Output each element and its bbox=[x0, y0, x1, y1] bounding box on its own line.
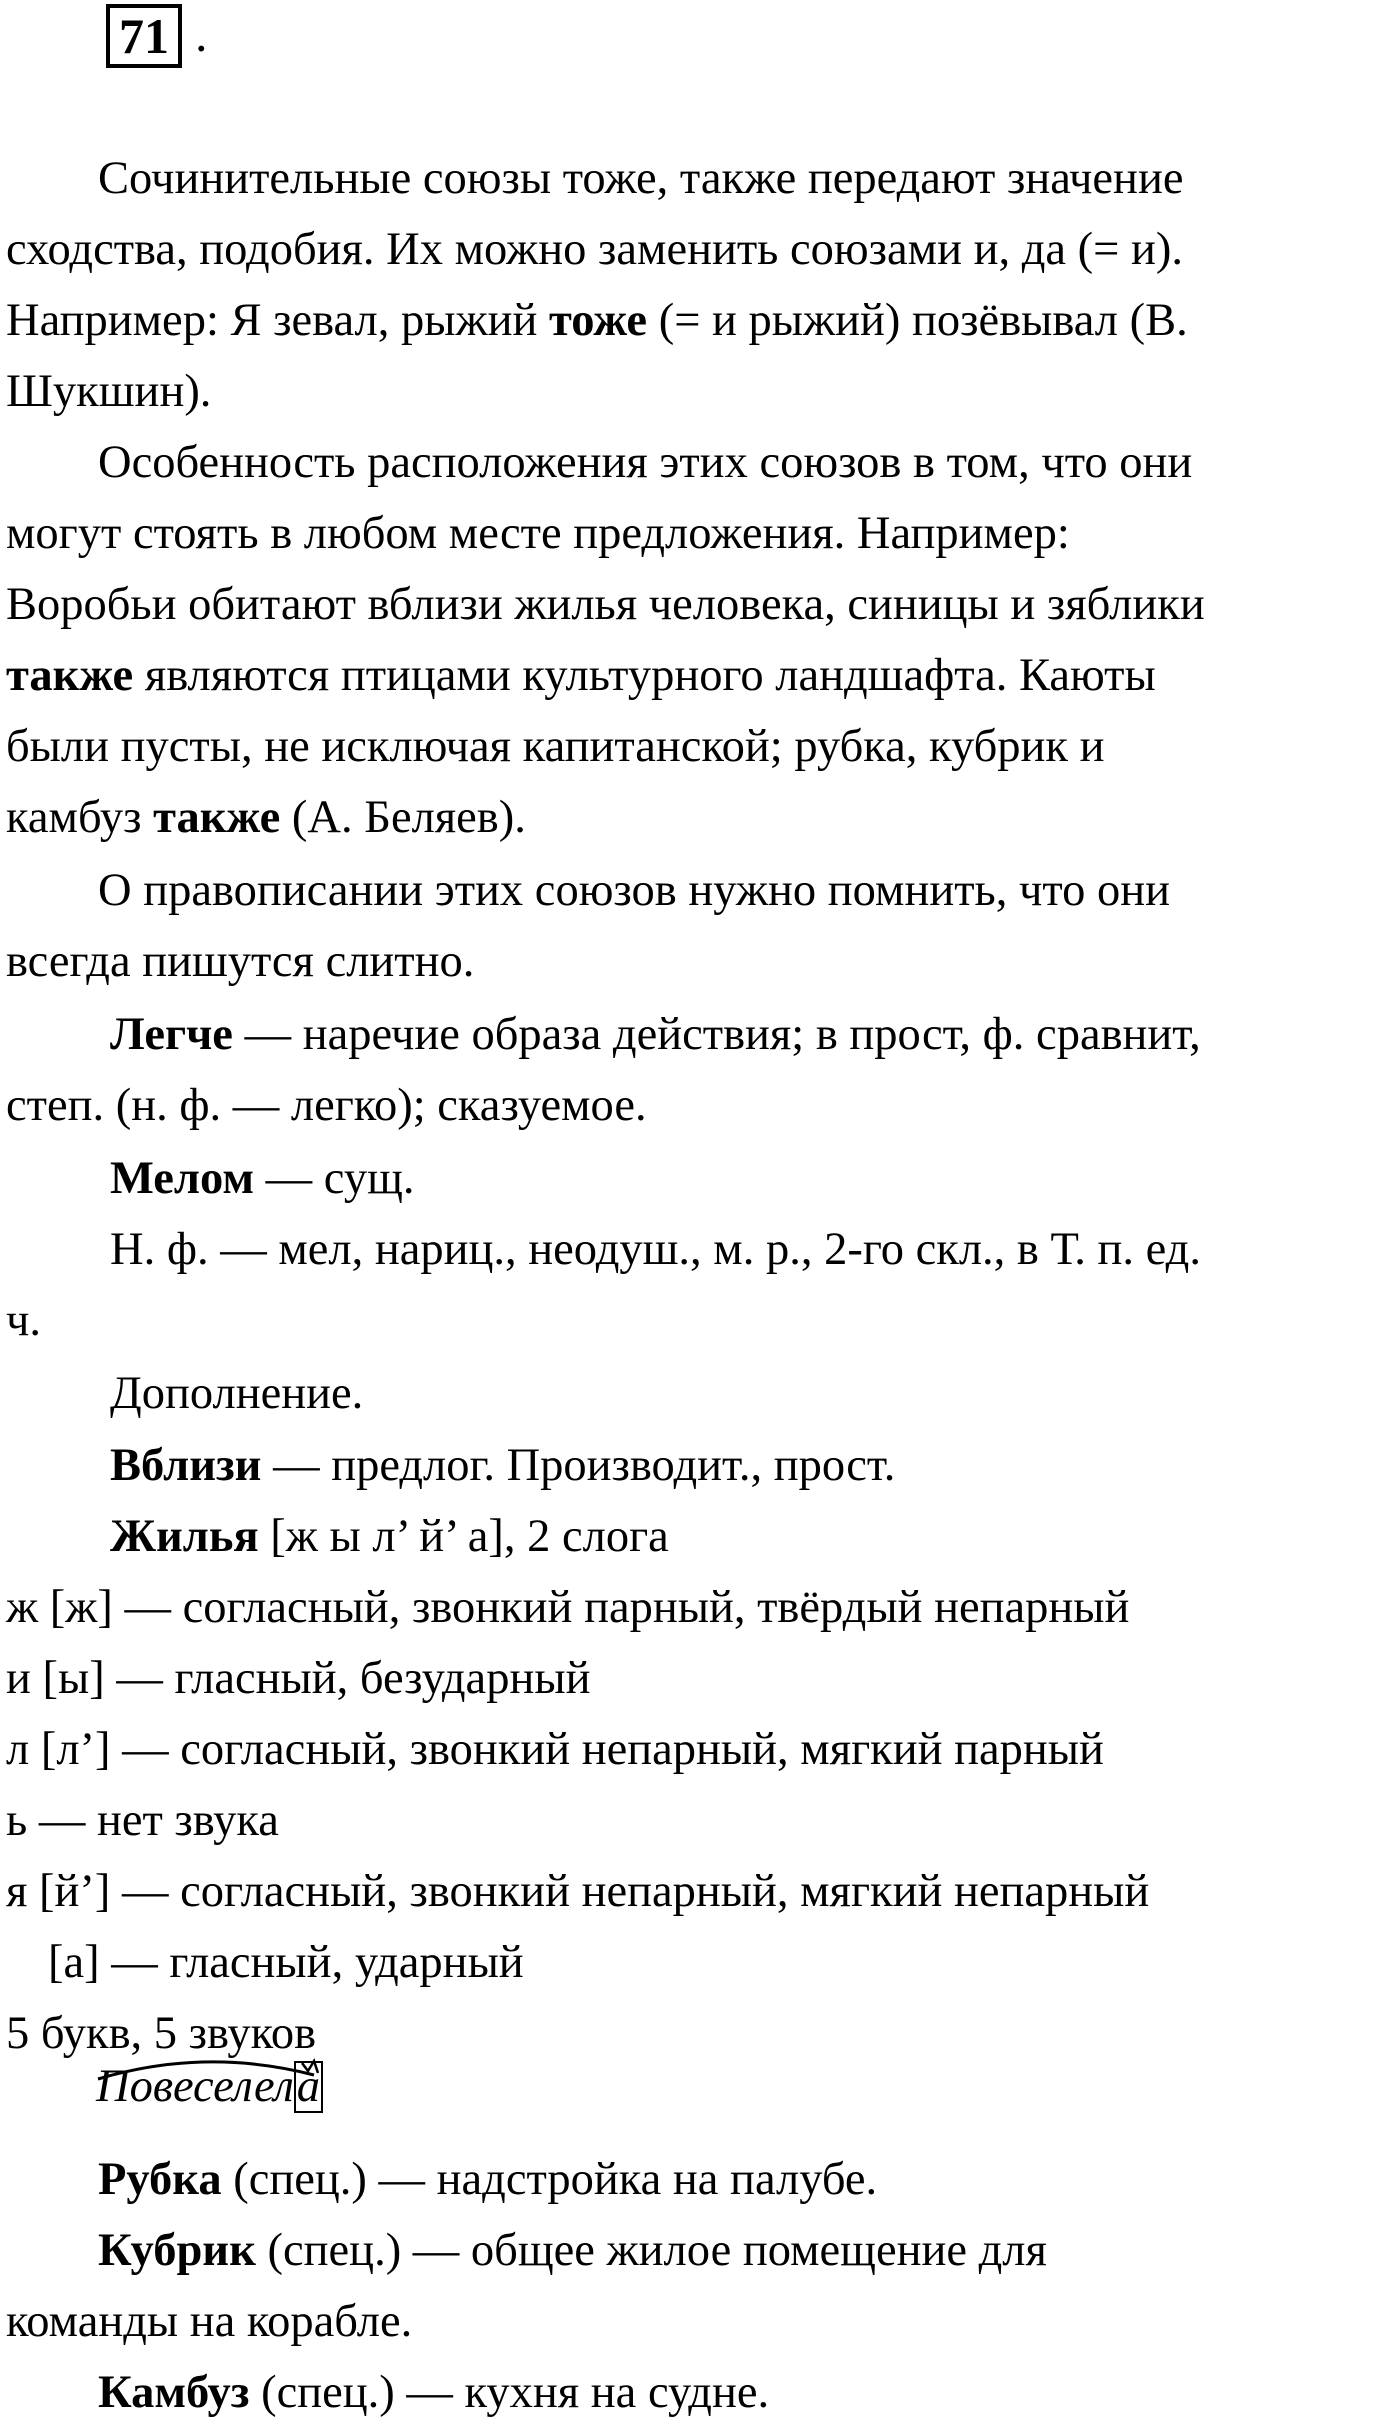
legche-line-2: степ. (н. ф. — легко); сказуемое. bbox=[6, 1080, 647, 1131]
text: (= и рыжий) позёвывал (В. bbox=[647, 295, 1188, 346]
text: (спец.) — общее жилое помещение для bbox=[255, 2225, 1047, 2276]
paragraph-1-line-3 bbox=[6, 285, 1188, 357]
melom-line-3: ч. bbox=[6, 1295, 42, 1346]
morpheme-parse-povesela bbox=[96, 2051, 323, 2123]
text: [ж ы л’ й’ а], 2 слога bbox=[258, 1511, 669, 1562]
sound-line-3: л [л’] — согласный, звонкий непарный, мягкий парный bbox=[6, 1724, 1104, 1775]
term-kubrik: Кубрик bbox=[98, 2225, 256, 2276]
paragraph-3-line-2: всегда пишутся слитно. bbox=[6, 936, 475, 987]
text: камбуз bbox=[6, 792, 154, 843]
exercise-number-dot: . bbox=[195, 6, 208, 62]
melom-line-2: Н. ф. — мел, нариц., неодуш., м. р., 2-го скл., в Т. п. ед. bbox=[110, 1224, 1201, 1275]
term-zhilya: Жилья bbox=[110, 1511, 259, 1562]
paragraph-2-line-6 bbox=[6, 782, 526, 854]
paragraph-3-line-1: О правописании этих союзов нужно помнить, что они bbox=[98, 865, 1170, 916]
text: Например: Я зевал, рыжий bbox=[6, 295, 549, 346]
paragraph-1-line-1: Сочинительные союзы тоже, также передают значение bbox=[98, 153, 1184, 204]
paragraph-2-line-5: были пусты, не исключая капитанской; рубка, кубрик и bbox=[6, 721, 1105, 772]
zhilya-line bbox=[110, 1501, 669, 1573]
term-melom: Мелом bbox=[110, 1153, 255, 1204]
term-legche: Легче bbox=[110, 1009, 233, 1060]
legche-line-1 bbox=[110, 999, 1201, 1071]
sound-line-2: и [ы] — гласный, безударный bbox=[6, 1653, 591, 1704]
word-ending-box: а bbox=[294, 2061, 323, 2113]
rubka-line bbox=[98, 2144, 877, 2216]
word-root-part: Повеселел bbox=[96, 2061, 294, 2112]
text: — наречие образа действия; в прост, ф. сравнит, bbox=[232, 1009, 1201, 1060]
exercise-number: 71 bbox=[106, 4, 182, 68]
paragraph-2-line-2: могут стоять в любом месте предложения. Например: bbox=[6, 508, 1070, 559]
paragraph-1-line-4: Шукшин). bbox=[6, 366, 212, 417]
kambuz-line bbox=[98, 2357, 769, 2429]
vblizi-line bbox=[110, 1430, 895, 1502]
kubrik-line-1 bbox=[98, 2215, 1047, 2287]
text: (спец.) — кухня на судне. bbox=[249, 2367, 770, 2418]
melom-line-4: Дополнение. bbox=[110, 1368, 364, 1419]
text: (А. Беляев). bbox=[280, 792, 526, 843]
bold-term: также bbox=[6, 650, 134, 701]
letters-sounds-summary: 5 букв, 5 звуков bbox=[6, 2008, 317, 2059]
text: (спец.) — надстройка на палубе. bbox=[221, 2154, 878, 2205]
term-rubka: Рубка bbox=[98, 2154, 222, 2205]
text: — сущ. bbox=[254, 1153, 415, 1204]
kubrik-line-2: команды на корабле. bbox=[6, 2296, 413, 2347]
term-kambuz: Камбуз bbox=[98, 2367, 250, 2418]
text: — предлог. Производит., прост. bbox=[261, 1440, 896, 1491]
sound-line-6: [а] — гласный, ударный bbox=[48, 1937, 524, 1988]
term-vblizi: Вблизи bbox=[110, 1440, 262, 1491]
paragraph-1-line-2: сходства, подобия. Их можно заменить союзами и, да (= и). bbox=[6, 224, 1183, 275]
bold-term: также bbox=[153, 792, 281, 843]
bold-term: тоже bbox=[549, 295, 648, 346]
text: являются птицами культурного ландшафта. Каюты bbox=[133, 650, 1156, 701]
paragraph-2-line-3: Воробьи обитают вблизи жилья человека, синицы и зяблики bbox=[6, 579, 1205, 630]
sound-line-5: я [й’] — согласный, звонкий непарный, мягкий непарный bbox=[6, 1866, 1150, 1917]
sound-line-4: ь — нет звука bbox=[6, 1795, 279, 1846]
paragraph-2-line-4 bbox=[6, 640, 1156, 712]
paragraph-2-line-1: Особенность расположения этих союзов в том, что они bbox=[98, 437, 1193, 488]
melom-line-1 bbox=[110, 1143, 415, 1215]
sound-line-1: ж [ж] — согласный, звонкий парный, твёрдый непарный bbox=[6, 1582, 1130, 1633]
